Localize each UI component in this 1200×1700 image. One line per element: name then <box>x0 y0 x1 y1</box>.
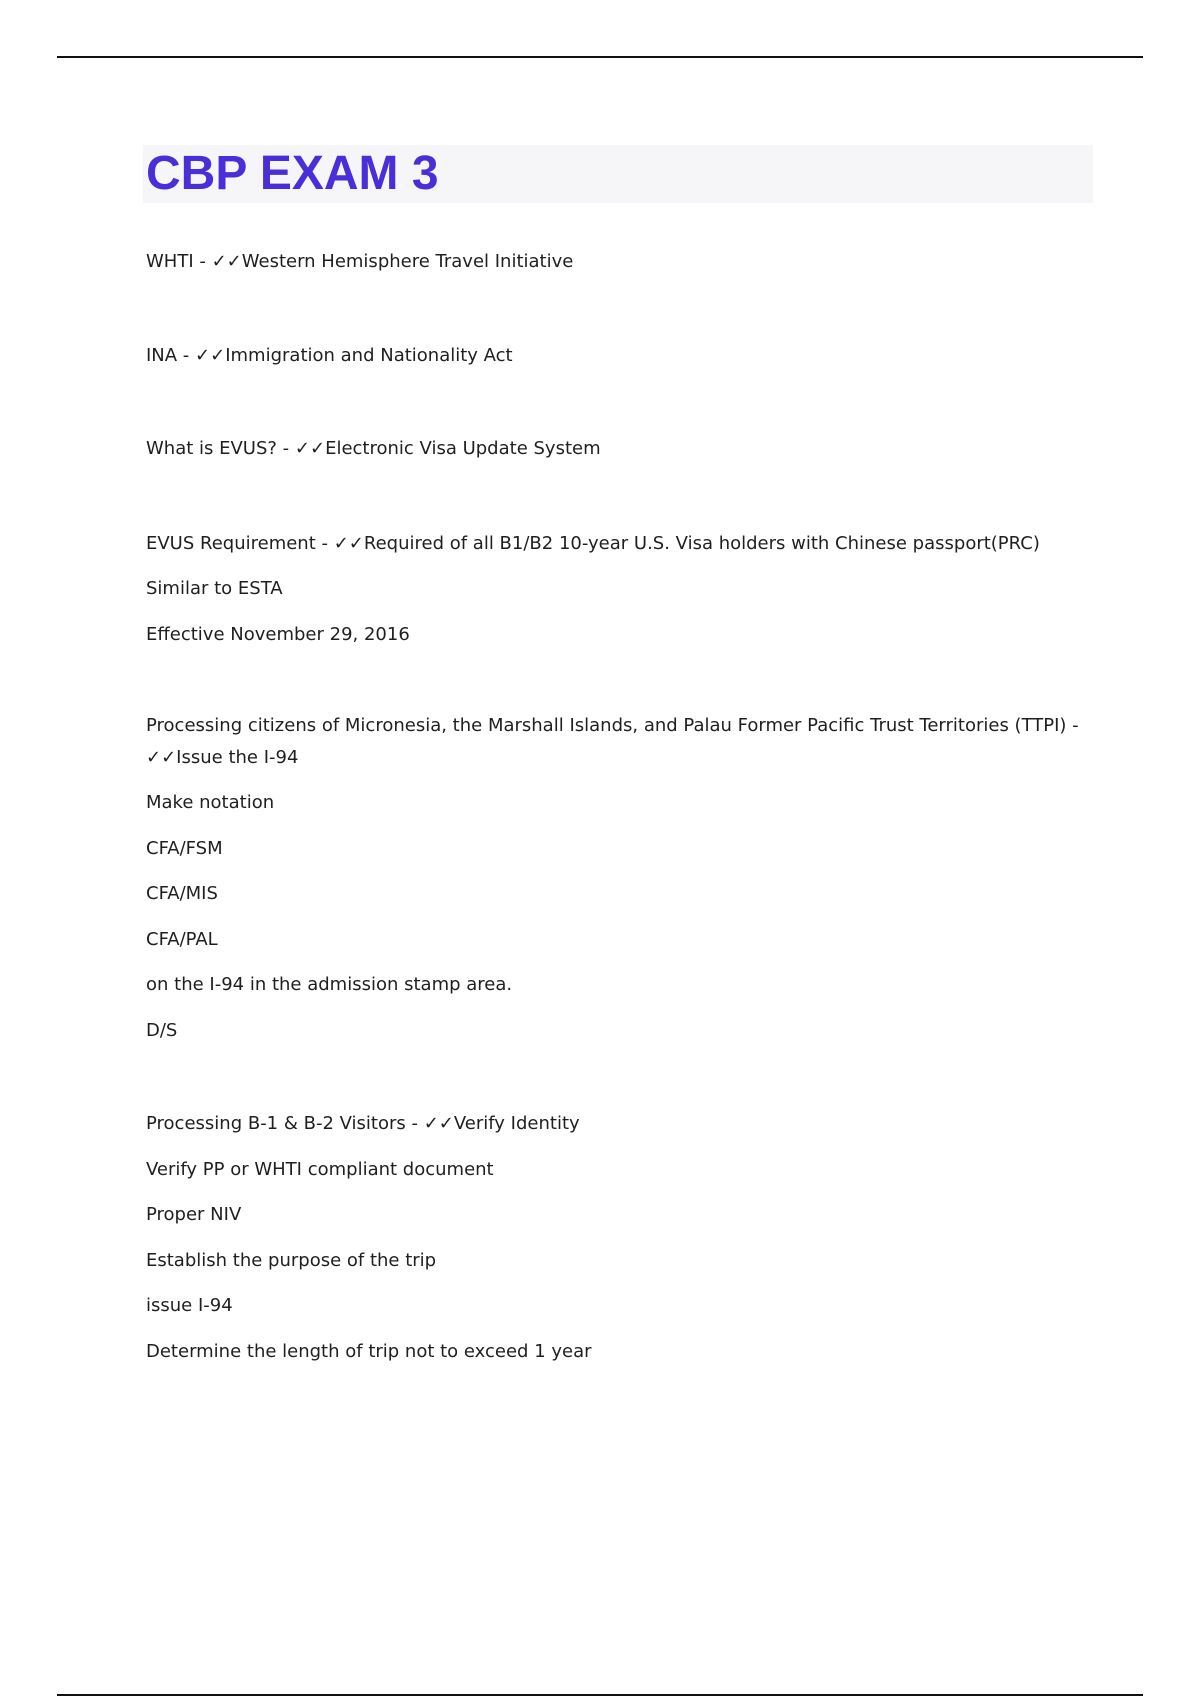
check-mark-icon: ✓✓ <box>195 345 226 366</box>
card-definition-line: issue I-94 <box>146 1295 233 1316</box>
card-definition-line: CFA/PAL <box>146 929 218 950</box>
card-term: Processing B-1 & B-2 Visitors - <box>146 1113 424 1134</box>
card-definition-line: on the I-94 in the admission stamp area. <box>146 974 513 995</box>
card-term-line <box>146 532 1040 556</box>
card-definition-line: Verify PP or WHTI compliant document <box>146 1159 494 1180</box>
check-mark-icon: ✓✓ <box>423 1113 454 1134</box>
top-rule <box>57 56 1143 58</box>
card-definition-line: CFA/MIS <box>146 883 218 904</box>
card-term-line <box>146 437 601 461</box>
card-definition-line: CFA/FSM <box>146 838 223 859</box>
card-definition-line: Effective November 29, 2016 <box>146 624 410 645</box>
card-definition-line: Proper NIV <box>146 1204 242 1225</box>
check-mark-icon: ✓✓ <box>146 747 177 768</box>
document-title: CBP EXAM 3 <box>146 147 439 200</box>
card-definition: Issue the I-94 <box>176 747 299 768</box>
card-term: INA - <box>146 345 196 366</box>
card-definition: Electronic Visa Update System <box>325 438 601 459</box>
check-mark-icon: ✓✓ <box>333 533 364 554</box>
card-term-line <box>146 344 513 368</box>
bottom-rule <box>57 1694 1143 1696</box>
card-definition: Western Hemisphere Travel Initiative <box>241 251 574 272</box>
card-definition: Required of all B1/B2 10-year U.S. Visa holders with Chinese passport(PRC) <box>363 533 1040 554</box>
card-term: What is EVUS? - <box>146 438 295 459</box>
card-definition-line: D/S <box>146 1020 178 1041</box>
card-term-line <box>146 250 573 274</box>
card-term-line <box>146 1112 580 1136</box>
check-mark-icon: ✓✓ <box>211 251 242 272</box>
card-term-line: Processing citizens of Micronesia, the Marshall Islands, and Palau Former Pacific Trust Territories (TTPI) - <box>146 715 1079 736</box>
card-definition: Verify Identity <box>453 1113 580 1134</box>
card-definition: Immigration and Nationality Act <box>225 345 513 366</box>
card-definition-line: Similar to ESTA <box>146 578 283 599</box>
card-definition-line: Make notation <box>146 792 275 813</box>
card-term-line <box>146 746 298 770</box>
card-definition-line: Determine the length of trip not to exceed 1 year <box>146 1341 592 1362</box>
check-mark-icon: ✓✓ <box>294 438 326 459</box>
card-term: WHTI - <box>146 251 212 272</box>
card-term: EVUS Requirement - <box>146 533 334 554</box>
card-definition-line: Establish the purpose of the trip <box>146 1250 437 1271</box>
